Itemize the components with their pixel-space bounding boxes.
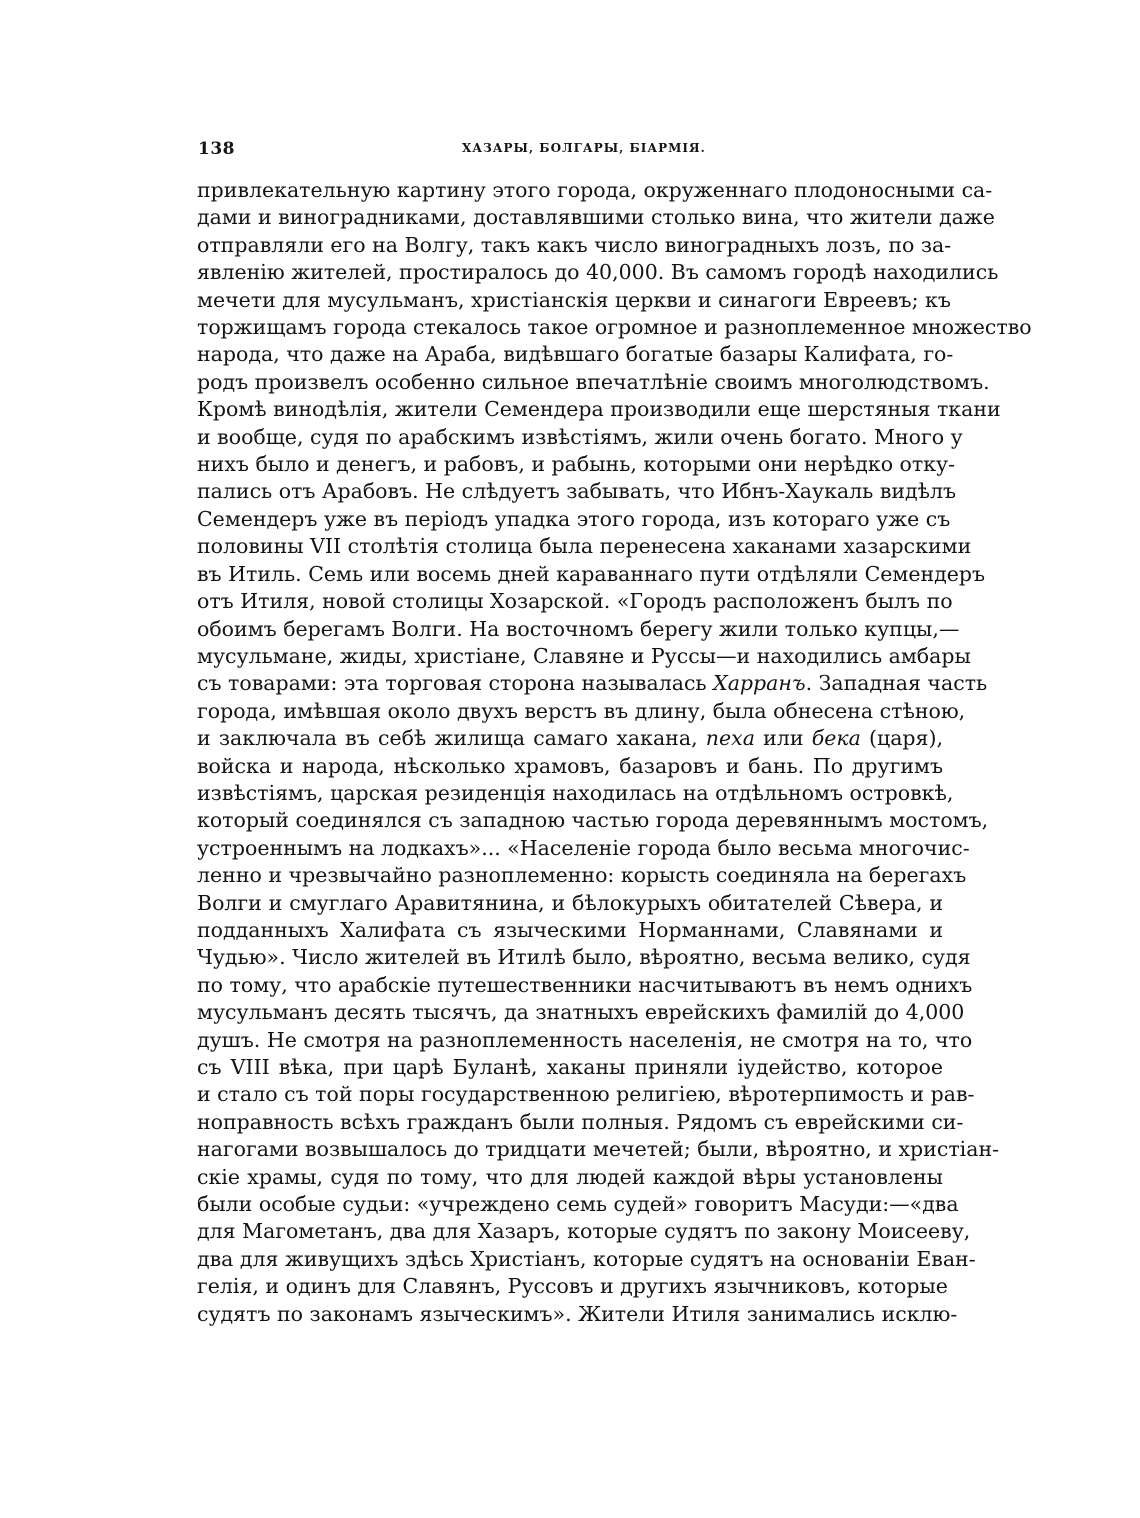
text-line: два для живущихъ здѣсь Христіанъ, которые судятъ на основаніи Еван- <box>197 1246 976 1271</box>
text-line: душъ. Не смотря на разноплеменность населенія, не смотря на то, что <box>197 1027 973 1052</box>
text-line: въ Итиль. Семь или восемь дней караваннаго пути отдѣляли Семендеръ <box>197 561 986 586</box>
text-line: привлекательную картину этого города, окруженнаго плодоносными са- <box>197 178 993 202</box>
text-segment: и заключала въ себѣ жилища самаго хакана, <box>197 726 706 751</box>
text-line: города, имѣвшая около двухъ верстъ въ длину, была обнесена стѣною, <box>197 698 966 723</box>
text-segment: (царя), <box>860 726 943 751</box>
text-line: обоимъ берегамъ Волги. На восточномъ берегу жили только купцы,— <box>197 616 960 641</box>
text-line: мусульмане, жиды, христіане, Славяне и Руссы—и находились амбары <box>197 643 971 668</box>
text-line: Волги и смуглаго Аравитянина, и бѣлокурыхъ обитателей Сѣвера, и <box>197 890 943 915</box>
text-line: и стало съ той поры государственною религіею, вѣротерпимость и рав- <box>197 1082 975 1107</box>
text-line: пались отъ Арабовъ. Не слѣдуетъ забывать, что Ибнъ-Хаукаль видѣлъ <box>197 479 957 504</box>
running-head: ХАЗАРЫ, БОЛГАРЫ, БІАРМІЯ. <box>462 141 706 155</box>
text-line: извѣстіямъ, царская резиденція находилась на отдѣльномъ островкѣ, <box>197 780 954 805</box>
text-line: мусульманъ десять тысячъ, да знатныхъ еврейскихъ фамилій до 4,000 <box>197 1000 965 1025</box>
text-line: который соединялся съ западною частью города деревяннымъ мостомъ, <box>197 808 989 833</box>
text-segment: или <box>754 726 812 751</box>
body-text <box>197 177 1032 1328</box>
text-line: половины VII столѣтія столица была перенесена хаканами хазарскими <box>197 534 972 559</box>
text-line: ноправность всѣхъ гражданъ были полныя. Рядомъ съ еврейскими си- <box>197 1109 964 1134</box>
text-line: ленно и чрезвычайно разноплеменно: корысть соединяла на берегахъ <box>197 863 967 888</box>
italic-term: бека <box>811 726 861 751</box>
text-line: родъ произвелъ особенно сильное впечатлѣніе своимъ многолюдствомъ. <box>197 369 990 394</box>
text-line: мечети для мусульманъ, христіанскія церкви и синагоги Евреевъ; къ <box>197 287 951 312</box>
text-line: Семендеръ уже въ періодъ упадка этого города, изъ котораго уже съ <box>197 506 951 531</box>
text-line: отъ Итиля, новой столицы Хозарской. «Городъ расположенъ былъ по <box>197 589 953 614</box>
text-line: торжищамъ города стекалось такое огромное и разноплеменное множество <box>197 315 1032 340</box>
text-line <box>197 670 988 697</box>
text-line: дами и виноградниками, доставлявшими столько вина, что жители даже <box>197 205 995 230</box>
text-line: были особые судьи: «учреждено семь судей» говоритъ Масуди:—«два <box>197 1192 959 1217</box>
text-line: отправляли его на Волгу, такъ какъ число виноградныхъ лозъ, по за- <box>197 232 952 257</box>
italic-term: Харранъ <box>713 671 806 696</box>
text-segment: съ товарами: эта торговая сторона называлась <box>197 671 714 696</box>
text-line: устроеннымъ на лодкахъ»... «Населеніе города было весьма многочис- <box>197 835 970 860</box>
text-line: гелія, и одинъ для Славянъ, Руссовъ и другихъ язычниковъ, которые <box>197 1274 948 1299</box>
text-line: судятъ по законамъ языческимъ». Жители Итиля занимались исклю- <box>197 1301 958 1326</box>
text-line: Чудью». Число жителей въ Итилѣ было, вѣроятно, весьма велико, судя <box>197 945 971 970</box>
page-number: 138 <box>198 139 235 159</box>
text-line: нагогами возвышалось до тридцати мечетей; были, вѣроятно, и христіан- <box>197 1137 1000 1162</box>
text-line: нихъ было и денегъ, и рабовъ, и рабынь, которыми они нерѣдко отку- <box>197 452 956 477</box>
text-segment: . Западная часть <box>805 671 988 696</box>
text-line: войска и народа, нѣсколько храмовъ, базаровъ и бань. По другимъ <box>197 753 943 778</box>
text-line: по тому, что арабскіе путешественники насчитываютъ въ немъ однихъ <box>197 972 973 997</box>
text-line: Кромѣ винодѣлія, жители Семендера производили еще шерстяныя ткани <box>197 397 1001 422</box>
text-line: для Магометанъ, два для Хазаръ, которые судятъ по закону Моисееву, <box>197 1219 971 1244</box>
text-line: и вообще, судя по арабскимъ извѣстіямъ, жили очень богато. Много у <box>197 424 963 449</box>
text-line: народа, что даже на Араба, видѣвшаго богатые базары Калифата, го- <box>197 342 954 367</box>
italic-term: пеха <box>705 726 755 751</box>
text-line: подданныхъ Халифата съ языческими Норманнами, Славянами и <box>197 917 943 942</box>
text-line: съ VIII вѣка, при царѣ Буланѣ, хаканы приняли іудейство, которое <box>197 1055 943 1079</box>
text-line: скіе храмы, судя по тому, что для людей каждой вѣры установлены <box>197 1164 943 1189</box>
text-line: явленію жителей, простиралось до 40,000. Въ самомъ городѣ находились <box>197 260 999 285</box>
text-line <box>197 725 943 752</box>
